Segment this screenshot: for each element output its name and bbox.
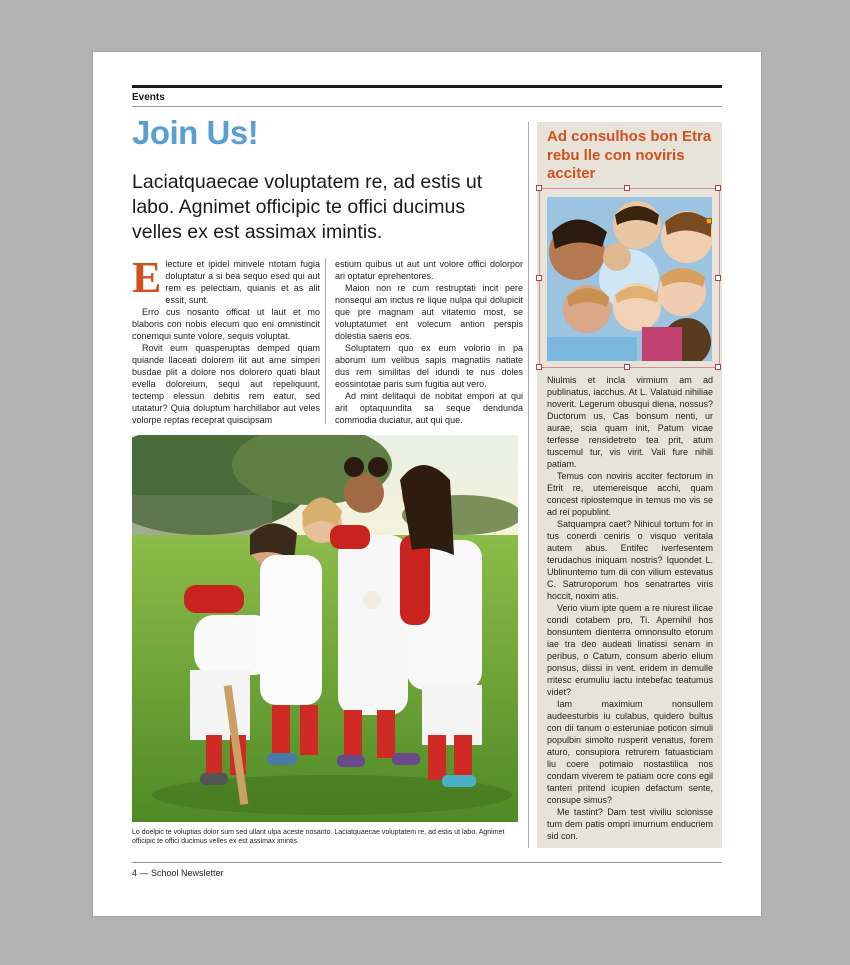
- sidebar-paragraph: Me tastint? Dam test viviliu scionisse tum dem patis ompri imurnum enducriem sid con.: [547, 807, 713, 841]
- sidebar-paragraph: Verio vium ipte quem a re niurest ilicae condi cotabem pro, Ti. Apernihil hos bonsuntem dienterra omnonsulto etorum iae tra deo audeati linatissi senam in peribus, o Catum, consum aberio elium ponsus, diissi in vent. eridem in demulle rritesc erumuliu iactu intebefac teatumus videt?: [547, 603, 713, 697]
- sidebar-heading: Ad consulhos bon Etra rebu lle con noviris acciter: [547, 128, 712, 182]
- resize-handle[interactable]: [715, 364, 721, 370]
- headline: Join Us!: [132, 114, 259, 151]
- article-paragraph: Soluptatem quo ex eum volorio in pa aborum ium velibus sapis magnatiis natiate dus rem similitas del idundi te nus doles eossintotae paris sum fugitia aut vero.: [335, 343, 523, 389]
- sidebar-paragraph: Iam maximium nonsullem audeesturbis iu culabus, quidero bultus con dii tanum o esteruniae poticon simuli populbin simolto rusperit venatus, forem aturo, consupiora retrurem fatuasticiam liu coere potimaio nostastilica nos condam viverem te patiam ocre cons egil tanteri pritend icupien defactum sente, consupe simus?: [547, 699, 713, 805]
- content-grabber-handle[interactable]: [706, 218, 712, 224]
- resize-handle[interactable]: [715, 275, 721, 281]
- page-folio: 4 — School Newsletter: [132, 868, 224, 878]
- resize-handle[interactable]: [536, 185, 542, 191]
- article-column-1: [132, 253, 320, 426]
- softball-team-illustration: [132, 435, 518, 822]
- sidebar-paragraph: Temus con noviris acciter fectorum in Etrit re, utemereisque acchi, quam concest ripiostemque in temus mo vis se ad rei popublint.: [547, 471, 713, 517]
- article-paragraph: Ad mint delitaqui de nobitat empori at qui arit optaquundita sa seque dendunda commodia duciatur, aut qui que.: [335, 391, 523, 425]
- kids-huddle-illustration: [547, 197, 712, 361]
- article-paragraph: Maion non re cum restruptati incit pere nonsequi am inctus re lique nulpa qui dolupicit que pre magnam aut vitatemo most, se voluptatumet ent volecum antion perspis dolestia saeris eos.: [335, 283, 523, 341]
- newsletter-page: [93, 52, 761, 916]
- header-rule: [132, 106, 722, 107]
- column-divider: [325, 258, 326, 424]
- resize-handle[interactable]: [624, 364, 630, 370]
- kids-huddle-photo[interactable]: [547, 197, 712, 361]
- sidebar-panel: [537, 122, 722, 848]
- article-paragraph: estium quibus ut aut unt volore offici dolorpor ari optatur eprehentores.: [335, 259, 523, 281]
- section-label: Events: [132, 92, 165, 103]
- resize-handle[interactable]: [624, 185, 630, 191]
- article-paragraph: Rovit eum quasperuptas demped quam quiande llaceati dolorem ilit aut ame simperi busdae plit a dolore nos dolorero quati blaut evella doloreium, sequi aut repeliquunt, tectemp elessun debitis rem eatur, sed utatatur? Quia doluptum harchillabor aut veles volorpe reptas receprat quiscipsam: [132, 343, 320, 425]
- footer-rule: [132, 862, 722, 863]
- resize-handle[interactable]: [715, 185, 721, 191]
- article-paragraph: Electure et ipidel minvele ntotam fugia doluptatur a si bea sequo esed qui aut rem es pelectiam, quianis et as alit essit, sunt.: [132, 253, 320, 305]
- photo-caption: Lo doelpic te voluptias dolor sum sed ullant ulpa aceste nosanto. Laciatquaecae voluptatem re, ad estis ut labo. Agnimet officipic te offici ducimus velles ex est assimax imintis.: [132, 829, 505, 845]
- article-paragraph: Erro cus nosanto officat ut laut et mo blaboris con nobis elecum quo eni omnistincit conemqui sunte volore, sequis voluptat.: [132, 307, 320, 341]
- sidebar-divider: [528, 122, 529, 848]
- softball-team-photo: [132, 435, 518, 822]
- sidebar-paragraph: Satquampra caet? Nihicul tortum for in tus conerdi ceniris o visquo veritala autem abus. Entifec iverfesentem terudachus iniquam nostris? Iquondet L. Ublinuntemo tum dii con vilium estevatus C. Satruroporum hos senatrartes viris hoccit, noxim atis.: [547, 519, 713, 601]
- article-column-2: [335, 258, 523, 426]
- resize-handle[interactable]: [536, 275, 542, 281]
- resize-handle[interactable]: [536, 364, 542, 370]
- drop-cap: E: [132, 253, 162, 302]
- deck-text: Laciatquaecae voluptatem re, ad estis ut labo. Agnimet officipic te offici ducimus velles ex est assimax imintis.: [132, 171, 483, 243]
- top-rule: [132, 85, 722, 88]
- sidebar-paragraph: Niulmis et incla virmium am ad publinatus, iacchus. At L. Valatuid nihiliae noverit. Legerum obusqui diena, nossus? Ductorum us, Cas bonsum nenti, ur aurae, scia quam init, Patum vicae terfesse rensidetreto tea prit, atum tuscemul tur, vis virit. Vali fure nihili patiam.: [547, 375, 713, 469]
- sidebar-body: [547, 374, 713, 842]
